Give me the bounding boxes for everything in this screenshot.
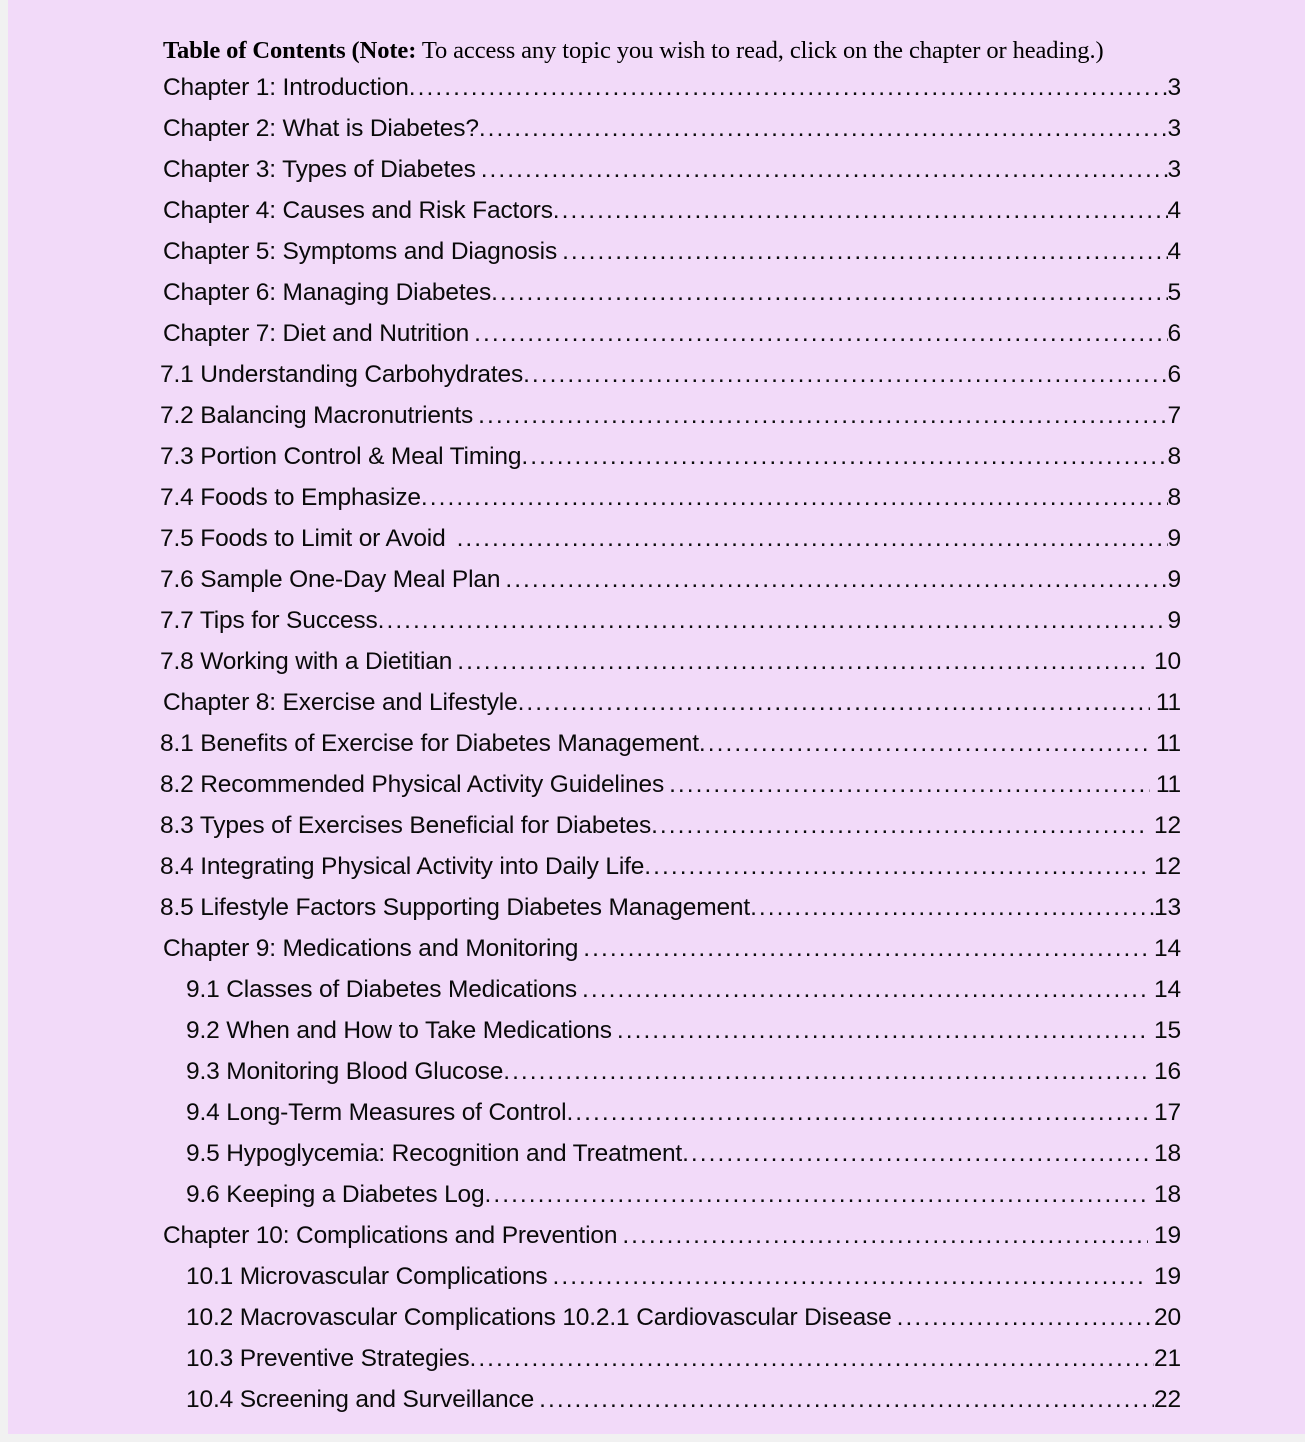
toc-leader-dots — [457, 518, 1168, 559]
toc-entry-page-number: 18 — [1154, 1181, 1181, 1208]
toc-leader-dots — [750, 887, 1154, 928]
toc-entry-title: 7.2 Balancing Macronutrients — [160, 402, 474, 429]
toc-leader-dots — [644, 846, 1148, 887]
toc-entry[interactable] — [155, 969, 1181, 1010]
toc-entry[interactable] — [155, 313, 1181, 354]
toc-leader-dots — [583, 928, 1148, 969]
toc-entry-page-number: 4 — [1167, 197, 1181, 224]
toc-entry-title: Chapter 7: Diet and Nutrition — [163, 320, 470, 347]
toc-entry-page-number: 8 — [1167, 443, 1181, 470]
toc-entry[interactable] — [155, 1133, 1181, 1174]
toc-entry-title: Chapter 9: Medications and Monitoring — [163, 935, 579, 962]
toc-header-title: Table of Contents (Note: — [163, 37, 417, 64]
toc-entry-page-number: 11 — [1155, 730, 1181, 757]
toc-leader-dots — [503, 1051, 1148, 1092]
toc-entry-title: 7.4 Foods to Emphasize — [160, 484, 421, 511]
toc-entry-title: 8.2 Recommended Physical Activity Guidelines — [160, 771, 665, 798]
toc-entry-title: 10.4 Screening and Surveillance — [186, 1386, 535, 1413]
toc-entry-page-number: 19 — [1154, 1263, 1181, 1290]
toc-entry-page-number: 18 — [1154, 1140, 1181, 1167]
toc-entry-page-number: 11 — [1155, 771, 1181, 798]
toc-entry-page-number: 4 — [1167, 238, 1181, 265]
toc-entry-page-number: 19 — [1154, 1222, 1181, 1249]
toc-entry-title: 9.1 Classes of Diabetes Medications — [186, 976, 578, 1003]
toc-entry-page-number: 14 — [1154, 935, 1181, 962]
toc-leader-dots — [491, 272, 1167, 313]
toc-entry-page-number: 3 — [1167, 115, 1181, 142]
toc-leader-dots — [553, 190, 1168, 231]
toc-entry-title: 8.4 Integrating Physical Activity into Daily Life — [160, 853, 645, 880]
toc-leader-dots — [421, 477, 1168, 518]
toc-entry-title: Chapter 6: Managing Diabetes — [163, 279, 492, 306]
toc-leader-dots — [617, 1010, 1148, 1051]
toc-entry[interactable] — [155, 1010, 1181, 1051]
toc-entry[interactable] — [155, 190, 1181, 231]
toc-header-note — [155, 36, 1181, 66]
toc-entry-title: Chapter 5: Symptoms and Diagnosis — [163, 238, 558, 265]
toc-entry-title: 7.7 Tips for Success — [160, 607, 378, 634]
toc-leader-dots — [478, 395, 1167, 436]
toc-entry-title: 7.8 Working with a Dietitian — [160, 648, 453, 675]
toc-entry[interactable] — [155, 272, 1181, 313]
toc-entry-title: Chapter 2: What is Diabetes? — [163, 115, 479, 142]
toc-entry[interactable] — [155, 887, 1181, 928]
toc-entry-page-number: 9 — [1167, 607, 1181, 634]
toc-entry-title: Chapter 4: Causes and Risk Factors — [163, 197, 553, 224]
toc-entry[interactable] — [155, 723, 1181, 764]
toc-leader-dots — [521, 436, 1167, 477]
toc-entry[interactable] — [155, 1174, 1181, 1215]
toc-entry[interactable] — [155, 1379, 1181, 1420]
toc-entry[interactable] — [155, 1092, 1181, 1133]
toc-entry[interactable] — [155, 764, 1181, 805]
toc-leader-dots — [469, 1338, 1154, 1379]
toc-entry[interactable] — [155, 518, 1181, 559]
toc-entry-title: 10.1 Microvascular Complications — [186, 1263, 548, 1290]
toc-entry-page-number: 3 — [1167, 74, 1181, 101]
toc-entry-page-number: 7 — [1167, 402, 1181, 429]
toc-entry-title: 9.3 Monitoring Blood Glucose — [186, 1058, 504, 1085]
toc-entry-page-number: 21 — [1154, 1345, 1181, 1372]
toc-leader-dots — [474, 313, 1167, 354]
toc-leader-dots — [651, 805, 1148, 846]
toc-entry-page-number: 13 — [1154, 894, 1181, 921]
toc-leader-dots — [552, 1256, 1148, 1297]
toc-entry-page-number: 17 — [1154, 1099, 1181, 1126]
toc-entry[interactable] — [155, 600, 1181, 641]
toc-entry-page-number: 6 — [1167, 361, 1181, 388]
toc-entry[interactable] — [155, 846, 1181, 887]
toc-entry[interactable] — [155, 477, 1181, 518]
toc-entry-title: 9.4 Long-Term Measures of Control — [186, 1099, 567, 1126]
toc-entry[interactable] — [155, 1256, 1181, 1297]
toc-entry-page-number: 12 — [1154, 812, 1181, 839]
toc-entry[interactable] — [155, 1215, 1181, 1256]
toc-entry-title: 10.2 Macrovascular Complications 10.2.1 Cardiovascular Disease — [186, 1304, 892, 1331]
toc-entry-title: 7.3 Portion Control & Meal Timing — [160, 443, 522, 470]
toc-entry-title: 8.1 Benefits of Exercise for Diabetes Management — [160, 730, 699, 757]
toc-leader-dots — [505, 559, 1167, 600]
table-of-contents — [155, 36, 1181, 1420]
toc-entry-page-number: 20 — [1154, 1304, 1181, 1331]
toc-leader-dots — [669, 764, 1150, 805]
toc-entry-title: 10.3 Preventive Strategies — [186, 1345, 470, 1372]
toc-entry-list — [155, 67, 1181, 1420]
toc-entry-title: Chapter 3: Types of Diabetes — [163, 156, 476, 183]
toc-entry-title: 8.3 Types of Exercises Beneficial for Diabetes — [160, 812, 652, 839]
toc-entry-page-number: 12 — [1154, 853, 1181, 880]
toc-leader-dots — [582, 969, 1148, 1010]
toc-leader-dots — [378, 600, 1168, 641]
toc-entry[interactable] — [155, 559, 1181, 600]
toc-entry-page-number: 16 — [1154, 1058, 1181, 1085]
toc-entry[interactable] — [155, 1338, 1181, 1379]
document-page — [8, 0, 1305, 1434]
toc-entry-title: Chapter 10: Complications and Prevention — [163, 1222, 618, 1249]
toc-leader-dots — [699, 723, 1150, 764]
toc-leader-dots — [479, 108, 1168, 149]
toc-entry[interactable] — [155, 149, 1181, 190]
toc-entry[interactable] — [155, 436, 1181, 477]
toc-entry-page-number: 10 — [1154, 648, 1181, 675]
toc-entry-page-number: 15 — [1154, 1017, 1181, 1044]
toc-leader-dots — [481, 149, 1168, 190]
toc-entry-page-number: 8 — [1167, 484, 1181, 511]
toc-entry-page-number: 22 — [1154, 1386, 1181, 1413]
toc-entry[interactable] — [155, 1297, 1181, 1338]
toc-entry[interactable] — [155, 395, 1181, 436]
toc-entry-page-number: 14 — [1154, 976, 1181, 1003]
toc-leader-dots — [897, 1297, 1154, 1338]
toc-leader-dots — [518, 682, 1150, 723]
toc-entry-title: 7.5 Foods to Limit or Avoid — [160, 525, 446, 552]
toc-leader-dots — [622, 1215, 1148, 1256]
toc-entry-title: Chapter 1: Introduction — [163, 74, 409, 101]
toc-entry-title: 9.6 Keeping a Diabetes Log — [186, 1181, 485, 1208]
toc-leader-dots — [682, 1133, 1148, 1174]
toc-leader-dots — [566, 1092, 1148, 1133]
toc-entry[interactable] — [155, 354, 1181, 395]
toc-entry-title: 7.1 Understanding Carbohydrates — [160, 361, 524, 388]
toc-entry[interactable] — [155, 682, 1181, 723]
toc-leader-dots — [523, 354, 1167, 395]
toc-entry[interactable] — [155, 231, 1181, 272]
toc-entry-page-number: 9 — [1167, 566, 1181, 593]
toc-entry[interactable] — [155, 805, 1181, 846]
toc-entry[interactable] — [155, 67, 1181, 108]
toc-entry-page-number: 11 — [1155, 689, 1181, 716]
toc-leader-dots — [562, 231, 1167, 272]
toc-entry-title: 7.6 Sample One-Day Meal Plan — [160, 566, 501, 593]
toc-leader-dots — [457, 641, 1148, 682]
toc-entry[interactable] — [155, 928, 1181, 969]
toc-entry[interactable] — [155, 641, 1181, 682]
toc-leader-dots — [539, 1379, 1154, 1420]
toc-entry-title: 9.5 Hypoglycemia: Recognition and Treatment — [186, 1140, 683, 1167]
toc-entry[interactable] — [155, 1051, 1181, 1092]
toc-entry[interactable] — [155, 108, 1181, 149]
toc-entry-title: 9.2 When and How to Take Medications — [186, 1017, 612, 1044]
toc-entry-title: Chapter 8: Exercise and Lifestyle — [163, 689, 518, 716]
toc-entry-page-number: 9 — [1167, 525, 1181, 552]
toc-leader-dots — [409, 67, 1168, 108]
toc-entry-page-number: 6 — [1167, 320, 1181, 347]
toc-leader-dots — [485, 1174, 1149, 1215]
toc-entry-title: 8.5 Lifestyle Factors Supporting Diabetes Management — [160, 894, 751, 921]
toc-entry-page-number: 3 — [1167, 156, 1181, 183]
toc-entry-page-number: 5 — [1167, 279, 1181, 306]
toc-header-instruction: To access any topic you wish to read, click on the chapter or heading.) — [416, 37, 1104, 64]
